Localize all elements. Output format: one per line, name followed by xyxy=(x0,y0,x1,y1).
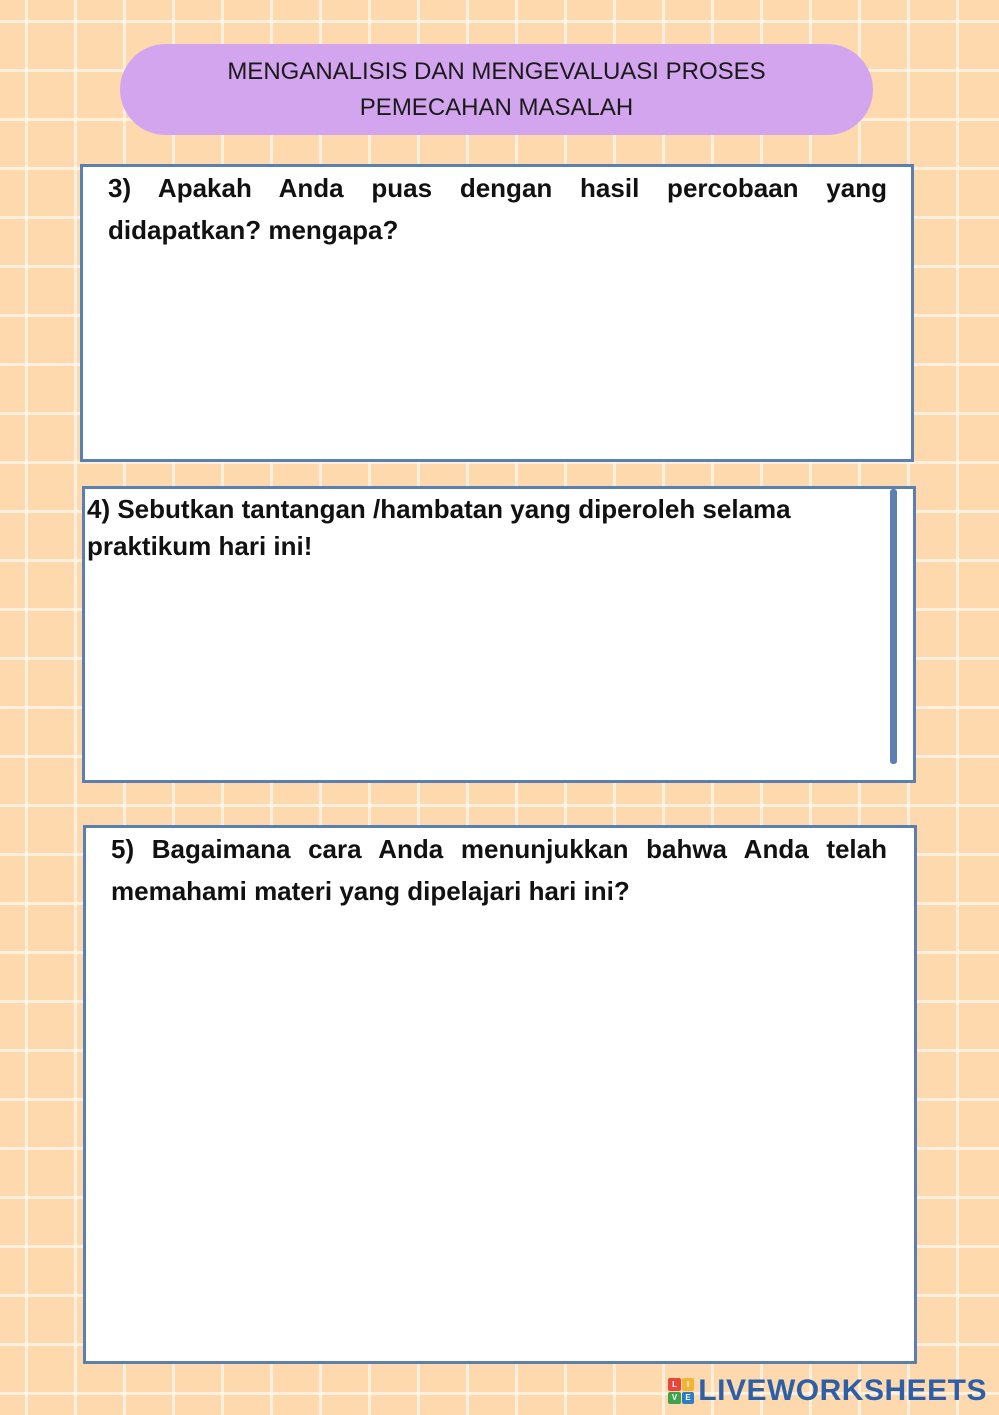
page-title xyxy=(120,44,873,135)
logo-tile-v: V xyxy=(668,1392,681,1405)
question-3-text: 3) Apakah Anda puas dengan hasil percobaan yang didapatkan? mengapa? xyxy=(108,173,887,245)
answer-box-question-3[interactable] xyxy=(80,164,914,462)
scrollbar[interactable] xyxy=(890,489,897,764)
logo-tile-i: I xyxy=(682,1378,695,1391)
question-5-text: 5) Bagaimana cara Anda menunjukkan bahwa Anda telah memahami materi yang dipelajari hari ini? xyxy=(111,834,887,906)
question-4-text: 4) Sebutkan tantangan /hambatan yang diperoleh selama praktikum hari ini! xyxy=(87,494,791,561)
liveworksheets-brand[interactable] xyxy=(668,1373,987,1409)
brand-name: LIVEWORKSHEETS xyxy=(698,1374,987,1407)
answer-box-question-5[interactable] xyxy=(83,825,917,1364)
logo-tile-e: E xyxy=(682,1392,695,1405)
liveworksheets-logo-icon xyxy=(668,1378,694,1404)
page-title-line-1: MENGANALISIS DAN MENGEVALUASI PROSES xyxy=(227,57,766,85)
logo-tile-l: L xyxy=(668,1378,681,1391)
page-title-line-2: PEMECAHAN MASALAH xyxy=(359,93,634,121)
answer-box-question-4[interactable] xyxy=(82,486,916,783)
